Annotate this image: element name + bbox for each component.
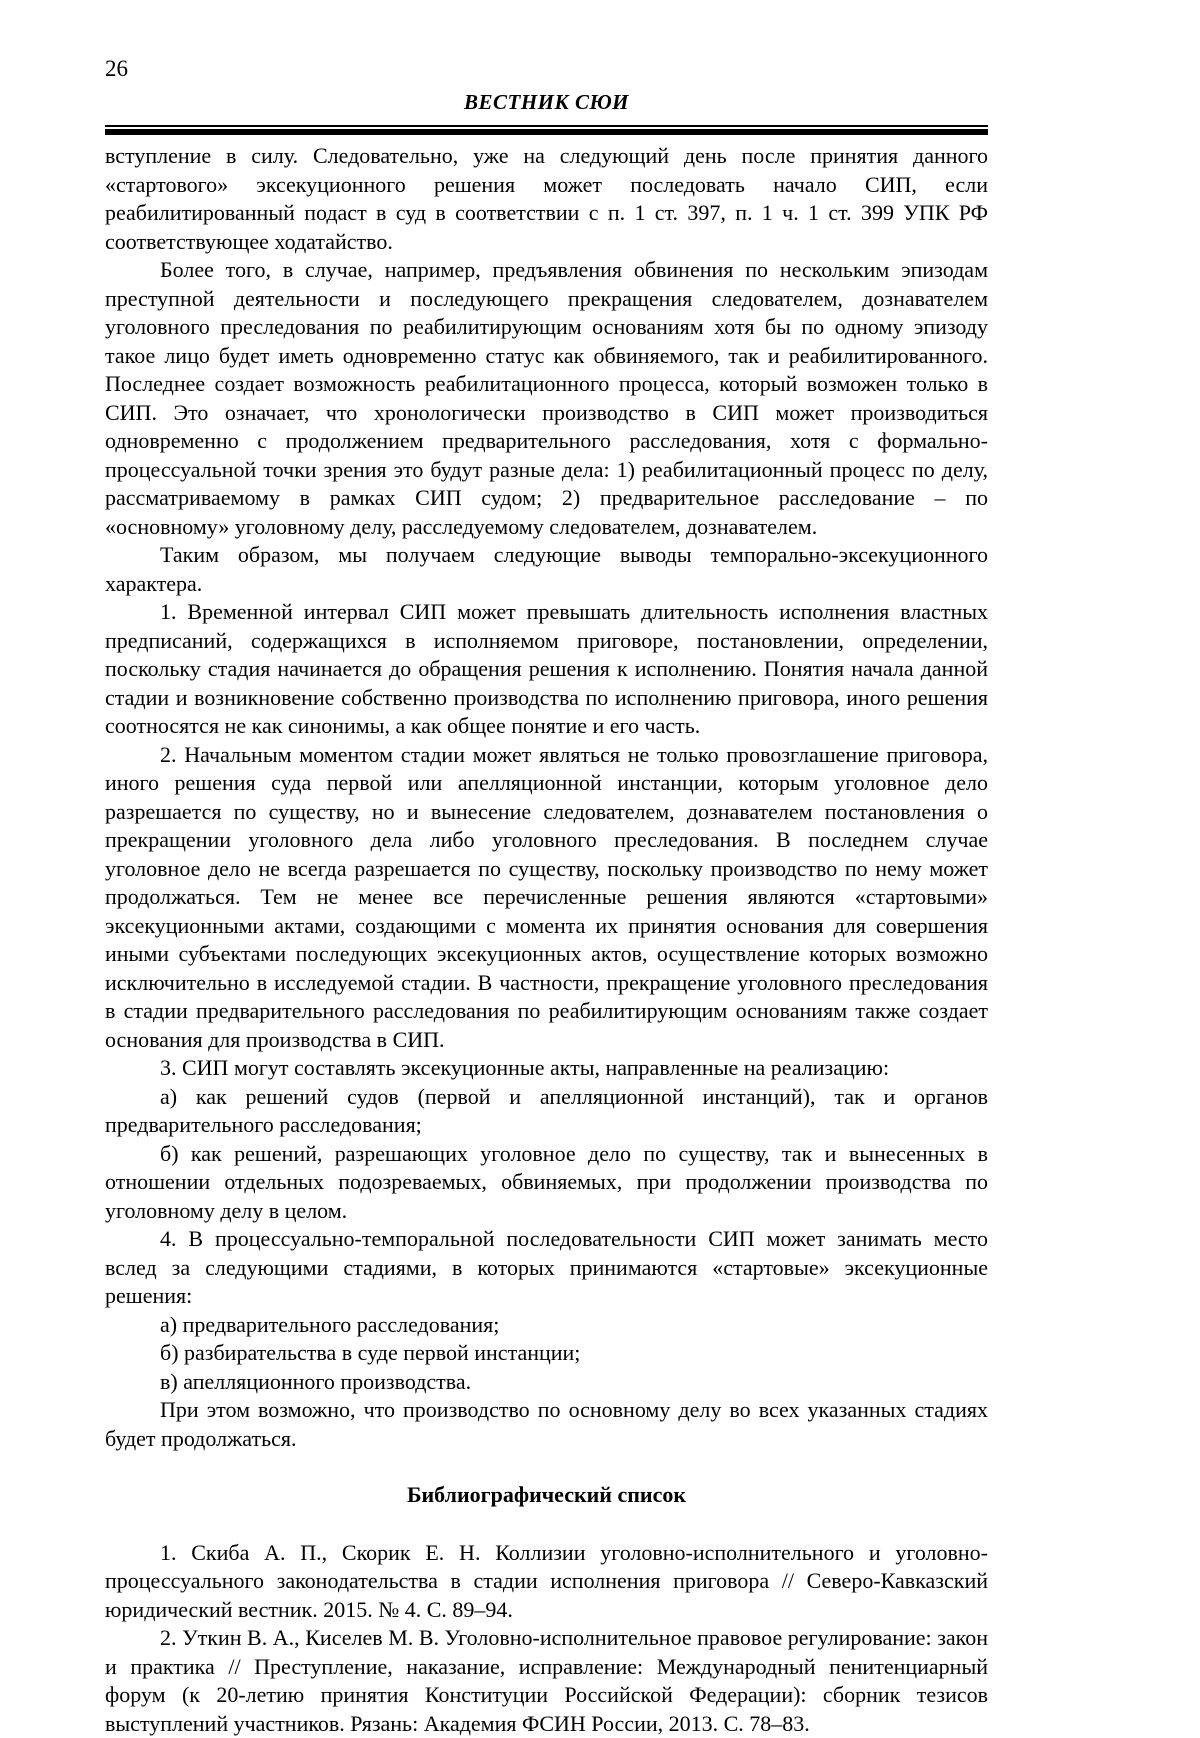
article-paragraph: вступление в силу. Следовательно, уже на следующий день после принятия данного «стартового» эксекуционного решения может последовать начало СИП, если реабилитированный подаст в суд в соответствии с п. 1 ст. 397, п. 1 ч. 1 ст. 399 УПК РФ соответствующее ходатайство. bbox=[105, 142, 988, 256]
header-rule-thick-line bbox=[105, 129, 988, 135]
article-body bbox=[105, 142, 988, 1453]
article-paragraph: При этом возможно, что производство по основному делу во всех указанных стадиях будет продолжаться. bbox=[105, 1396, 988, 1453]
article-paragraph: Более того, в случае, например, предъявления обвинения по нескольким эпизодам преступной деятельности и последующего прекращения следователем, дознавателем уголовного преследования по реабилитирующим основаниям хотя бы по одному эпизоду такое лицо будет иметь одновременно статус как обвиняемого, так и реабилитированного. Последнее создает возможность реабилитационного процесса, который возможен только в СИП. Это означает, что хронологически производство в СИП может производиться одновременно с продолжением предварительного расследования, хотя с формально-процессуальной точки зрения это будут разные дела: 1) реабилитационный процесс по делу, рассматриваемому в рамках СИП судом; 2) предварительное расследование – по «основному» уголовному делу, расследуемому следователем, дознавателем. bbox=[105, 256, 988, 541]
bibliography-entry: 1. Скиба А. П., Скорик Е. Н. Коллизии уголовно-исполнительного и уголовно-процессуального законодательства в стадии исполнения приговора // Северо-Кавказский юридический вестник. 2015. № 4. С. 89–94. bbox=[105, 1539, 988, 1625]
article-paragraph: б) как решений, разрешающих уголовное дело по существу, так и вынесенных в отношении отдельных подозреваемых, обвиняемых, при продолжении производства по уголовному делу в целом. bbox=[105, 1140, 988, 1226]
header-rule bbox=[105, 125, 988, 135]
bibliography-heading: Библиографический список bbox=[105, 1481, 988, 1510]
article-paragraph: а) предварительного расследования; bbox=[105, 1311, 988, 1340]
article-paragraph: Таким образом, мы получаем следующие выводы темпорально-эксекуционного характера. bbox=[105, 541, 988, 598]
article-paragraph: 3. СИП могут составлять эксекуционные акты, направленные на реализацию: bbox=[105, 1054, 988, 1083]
article-paragraph: 4. В процессуально-темпоральной последовательности СИП может занимать место вслед за следующими стадиями, в которых принимаются «стартовые» эксекуционные решения: bbox=[105, 1225, 988, 1311]
bibliography-entry: 2. Уткин В. А., Киселев М. В. Уголовно-исполнительное правовое регулирование: закон и практика // Преступление, наказание, исправление: Международный пенитенциарный форум (к 20-летию принятия Конституции Российской Федерации): сборник тезисов выступлений участников. Рязань: Академия ФСИН России, 2013. С. 78–83. bbox=[105, 1624, 988, 1738]
bibliography-list bbox=[105, 1539, 988, 1738]
article-paragraph: б) разбирательства в суде первой инстанции; bbox=[105, 1339, 988, 1368]
journal-header-title: ВЕСТНИК СЮИ bbox=[105, 90, 988, 115]
page-number: 26 bbox=[105, 56, 988, 82]
page-content bbox=[105, 56, 988, 1738]
article-paragraph: 2. Начальным моментом стадии может являться не только провозглашение приговора, иного решения суда первой или апелляционной инстанции, которым уголовное дело разрешается по существу, но и вынесение следователем, дознавателем постановления о прекращении уголовного дела либо уголовного преследования. В последнем случае уголовное дело не всегда разрешается по существу, поскольку производство по нему может продолжаться. Тем не менее все перечисленные решения являются «стартовыми» эксекуционными актами, создающими с момента их принятия основания для совершения иными субъектами последующих эксекуционных актов, осуществление которых возможно исключительно в исследуемой стадии. В частности, прекращение уголовного преследования в стадии предварительного расследования по реабилитирующим основаниям также создает основания для производства в СИП. bbox=[105, 741, 988, 1055]
article-paragraph: 1. Временной интервал СИП может превышать длительность исполнения властных предписаний, содержащихся в исполняемом приговоре, постановлении, определении, поскольку стадия начинается до обращения решения к исполнению. Понятия начала данной стадии и возникновение собственно производства по исполнению приговора, иного решения соотносятся не как синонимы, а как общее понятие и его часть. bbox=[105, 598, 988, 741]
article-paragraph: а) как решений судов (первой и апелляционной инстанций), так и органов предварительного расследования; bbox=[105, 1083, 988, 1140]
article-paragraph: в) апелляционного производства. bbox=[105, 1368, 988, 1397]
